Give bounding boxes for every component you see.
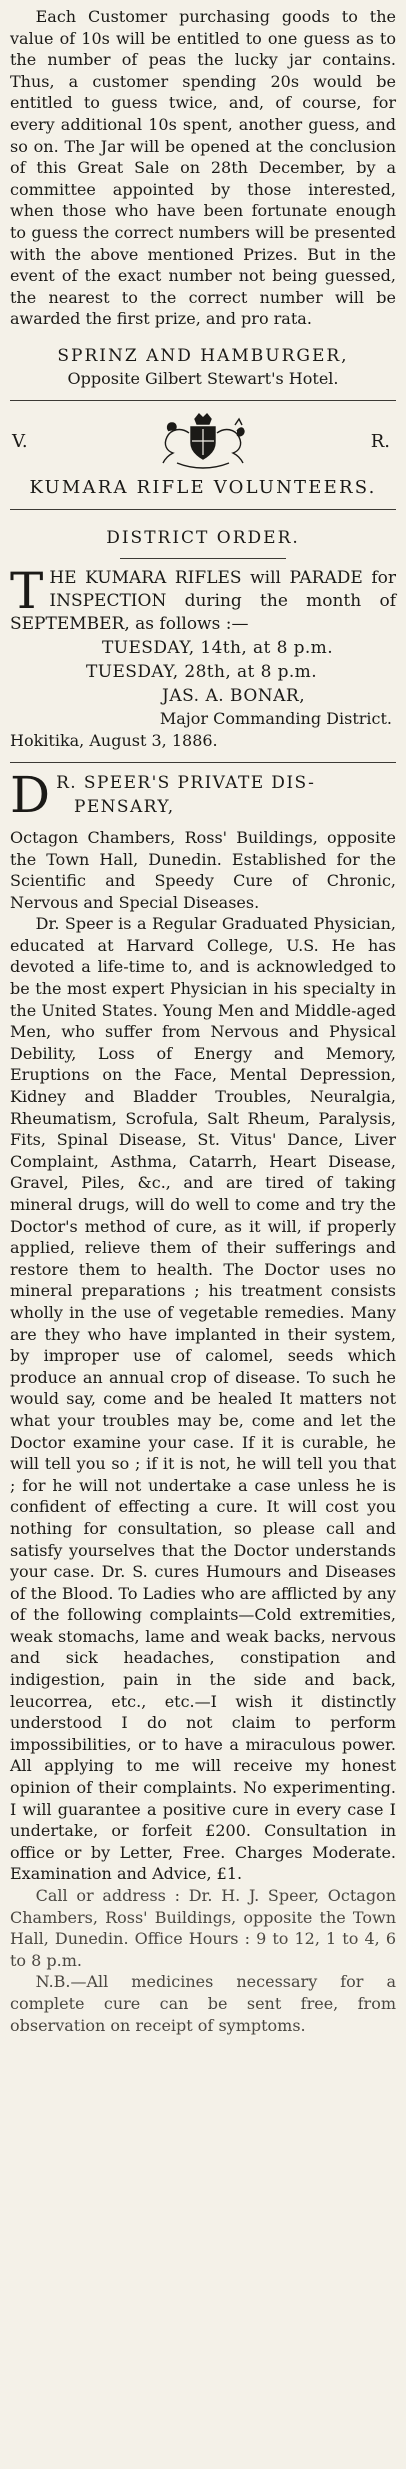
speer-notice xyxy=(10,765,396,2036)
parade-date-1: TUESDAY, 14th, at 8 p.m. xyxy=(102,637,333,658)
prize-notice-signature: SPRINZ AND HAMBURGER, xyxy=(57,345,349,366)
column-divider xyxy=(10,400,396,401)
officer-name: JAS. A. BONAR, xyxy=(162,685,306,706)
rifles-notice-title: KUMARA RIFLE VOLUNTEERS. xyxy=(29,476,377,498)
speer-body: Dr. Speer is a Regular Graduated Physician, educated at Harvard College, U.S. He has devoted a life-time to, and is acknowledged to be the most expert Physician in his specialty in the United States. Young Men and Middle-aged Men, who suffer from Nervous and Physical Debility, Loss of Energy and Memory, Eruptions on the Face, Mental Depression, Kidney and Bladder Troubles, Neuralgia, Rheumatism, Scrofula, Salt Rheum, Paralysis, Fits, Spinal Disease, St. Vitus' Dance, Liver Complaint, Asthma, Catarrh, Heart Disease, Gravel, Piles, &c., and are tired of taking mineral drugs, will do well to come and try the Doctor's method of cure, as it will, if properly applied, relieve them of their sufferings and restore them to health. The Doctor uses no mineral preparations ; his treatment consists wholly in the use of vegetable remedies. Many are they who have implanted in their system, by improper use of calomel, seeds which produce an annual crop of disease. To such he would say, come and be healed It matters not what your troubles may be, come and let the Doctor examine your case. If it is curable, he will tell you so ; if it is not, he will tell you that ; for he will not undertake a case unless he is confident of effecting a cure. It will cost you nothing for consultation, so please call and satisfy yourselves that the Doctor understands your case. Dr. S. cures Humours and Diseases of the Blood. To Ladies who are afflicted by any of the following complaints—Cold extremities, weak stomachs, lame and weak backs, nervous and sick headaches, constipation and indigestion, pain in the side and back, leucorrea, etc., etc.—I wish it distinctly understood I do not claim to perform impossibilities, or to have a miraculous power. All applying to me will receive my honest opinion of their complaints. No experimenting. I will guarantee a positive cure in every case I undertake, or forfeit £200. Consultation in office or by Letter, Free. Charges Moderate. Examination and Advice, £1. xyxy=(10,914,396,1884)
rifles-notice-lead-text: HE KUMARA RIFLES will PARADE for INSPECTION during the month of SEPTEMBER, as follows :— xyxy=(10,567,396,634)
royal-cipher-left: V. xyxy=(12,430,28,452)
parade-date-2: TUESDAY, 28th, at 8 p.m. xyxy=(86,661,317,682)
speer-intro: Octagon Chambers, Ross' Buildings, opposite the Town Hall, Dunedin. Established for the Scientific and Speedy Cure of Chronic, Nervous and Special Diseases. xyxy=(10,827,396,912)
rifles-notice xyxy=(10,411,396,752)
prize-notice xyxy=(10,6,396,390)
heading-divider xyxy=(10,509,396,510)
speer-contact: Call or address : Dr. H. J. Speer, Octagon Chambers, Ross' Buildings, opposite the Town Hall, Dunedin. Office Hours : 9 to 12, 1 to 4, 6 to 8 p.m. xyxy=(10,1886,396,1970)
royal-cipher-row xyxy=(10,411,396,471)
drop-cap-letter: T xyxy=(10,561,44,620)
royal-coat-of-arms-icon xyxy=(143,411,263,469)
speer-title-line-1: R. SPEER'S PRIVATE DIS- xyxy=(56,772,316,793)
royal-cipher-right: R. xyxy=(370,430,390,452)
drop-cap-letter: D xyxy=(10,765,51,824)
prize-notice-text: Each Customer purchasing goods to the value of 10s will be entitled to one guess as to the number of peas the lucky jar contains. Thus, a customer spending 20s would be entitled to guess twice, and, of course, for every additional 10s spent, another guess, and so on. The Jar will be opened at the conclusion of this Great Sale on 28th December, by a committee appointed by those interested, when those who have been fortunate enough to guess the correct numbers will be presented with the above mentioned Prizes. But in the event of the exact number not being guessed, the nearest to the correct number will be awarded the first prize, and pro rata. xyxy=(10,7,396,329)
rifles-notice-lead xyxy=(10,561,396,636)
column-divider xyxy=(10,762,396,763)
short-divider xyxy=(120,558,286,559)
speer-footer: N.B.—All medicines necessary for a complete cure can be sent free, from observation on receipt of symptoms. xyxy=(10,1972,396,2035)
speer-notice-title xyxy=(10,765,396,824)
notice-dateline: Hokitika, August 3, 1886. xyxy=(10,730,218,750)
prize-notice-address: Opposite Gilbert Stewart's Hotel. xyxy=(67,368,339,388)
speer-title-line-2: PENSARY, xyxy=(74,796,175,817)
officer-title: Major Commanding District. xyxy=(159,708,392,728)
district-order-heading: DISTRICT ORDER. xyxy=(106,527,300,548)
